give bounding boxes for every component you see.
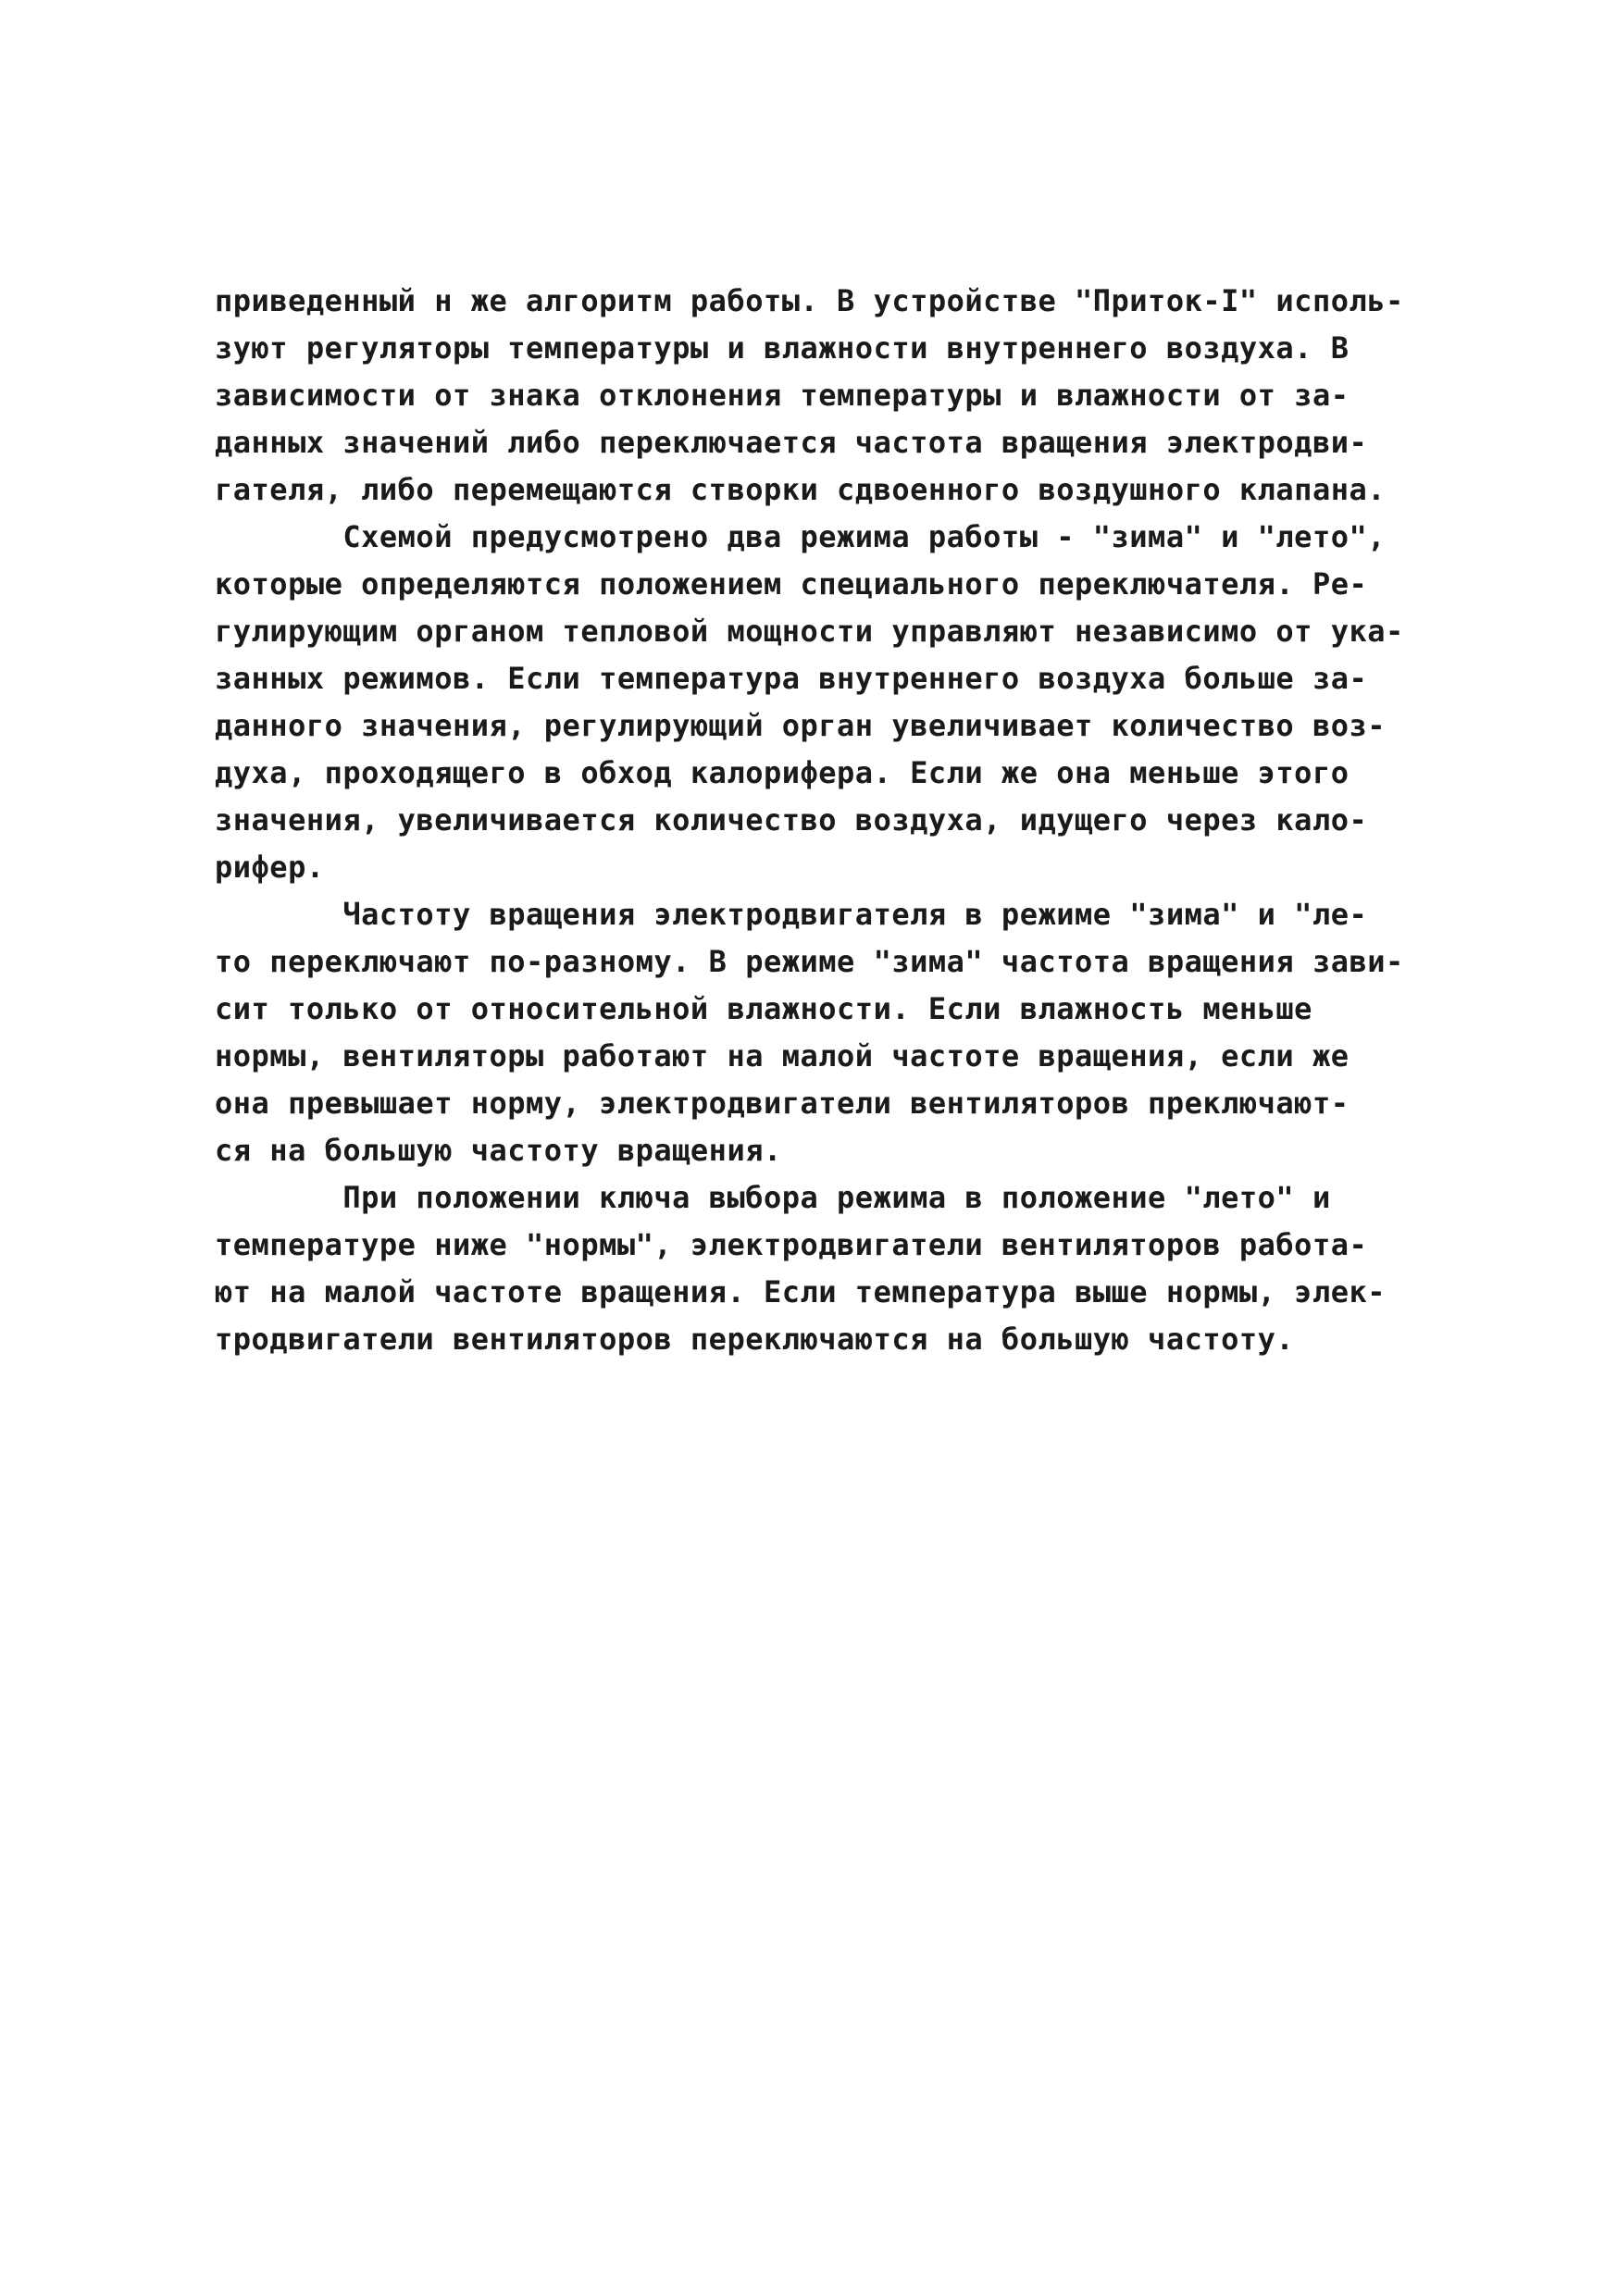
text-line: занных режимов. Если температура внутреннего воздуха больше за-: [215, 661, 1368, 696]
text-line: гателя, либо перемещаются створки сдвоенного воздушного клапана.: [215, 472, 1386, 507]
text-line: нормы, вентиляторы работают на малой частоте вращения, если же: [215, 1038, 1350, 1074]
text-line: Схемой предусмотрено два режима работы - "зима" и "лето",: [215, 519, 1386, 554]
text-line: она превышает норму, электродвигатели вентиляторов преключают-: [215, 1086, 1350, 1121]
text-line: При положении ключа выбора режима в положение "лето" и: [215, 1180, 1331, 1215]
text-line: ют на малой частоте вращения. Если температура выше нормы, элек-: [215, 1274, 1386, 1309]
text-line: Частоту вращения электродвигателя в режиме "зима" и "ле-: [215, 897, 1368, 932]
text-line: температуре ниже "нормы", электродвигатели вентиляторов работа-: [215, 1227, 1368, 1262]
text-line: значения, увеличивается количество воздуха, идущего через кало-: [215, 802, 1368, 838]
text-line: ся на большую частоту вращения.: [215, 1133, 782, 1168]
text-line: зуют регуляторы температуры и влажности внутреннего воздуха. В: [215, 330, 1350, 366]
text-line: духа, проходящего в обход калорифера. Если же она меньше этого: [215, 755, 1350, 790]
text-line: сит только от относительной влажности. Если влажность меньше: [215, 991, 1312, 1026]
text-line: рифер.: [215, 850, 325, 885]
text-line: приведенный н же алгоритм работы. В устройстве "Приток-I" исполь-: [215, 283, 1404, 318]
text-line: данных значений либо переключается частота вращения электродви-: [215, 425, 1368, 460]
text-line: зависимости от знака отклонения температуры и влажности от за-: [215, 378, 1350, 413]
text-line: то переключают по-разному. В режиме "зима" частота вращения зави-: [215, 944, 1404, 979]
text-line: тродвигатели вентиляторов переключаются на большую частоту.: [215, 1322, 1295, 1357]
text-line: данного значения, регулирующий орган увеличивает количество воз-: [215, 708, 1386, 743]
body-text: [215, 278, 1446, 1363]
text-line: гулирующим органом тепловой мощности управляют независимо от ука-: [215, 614, 1404, 649]
text-line: которые определяются положением специального переключателя. Ре-: [215, 566, 1368, 602]
